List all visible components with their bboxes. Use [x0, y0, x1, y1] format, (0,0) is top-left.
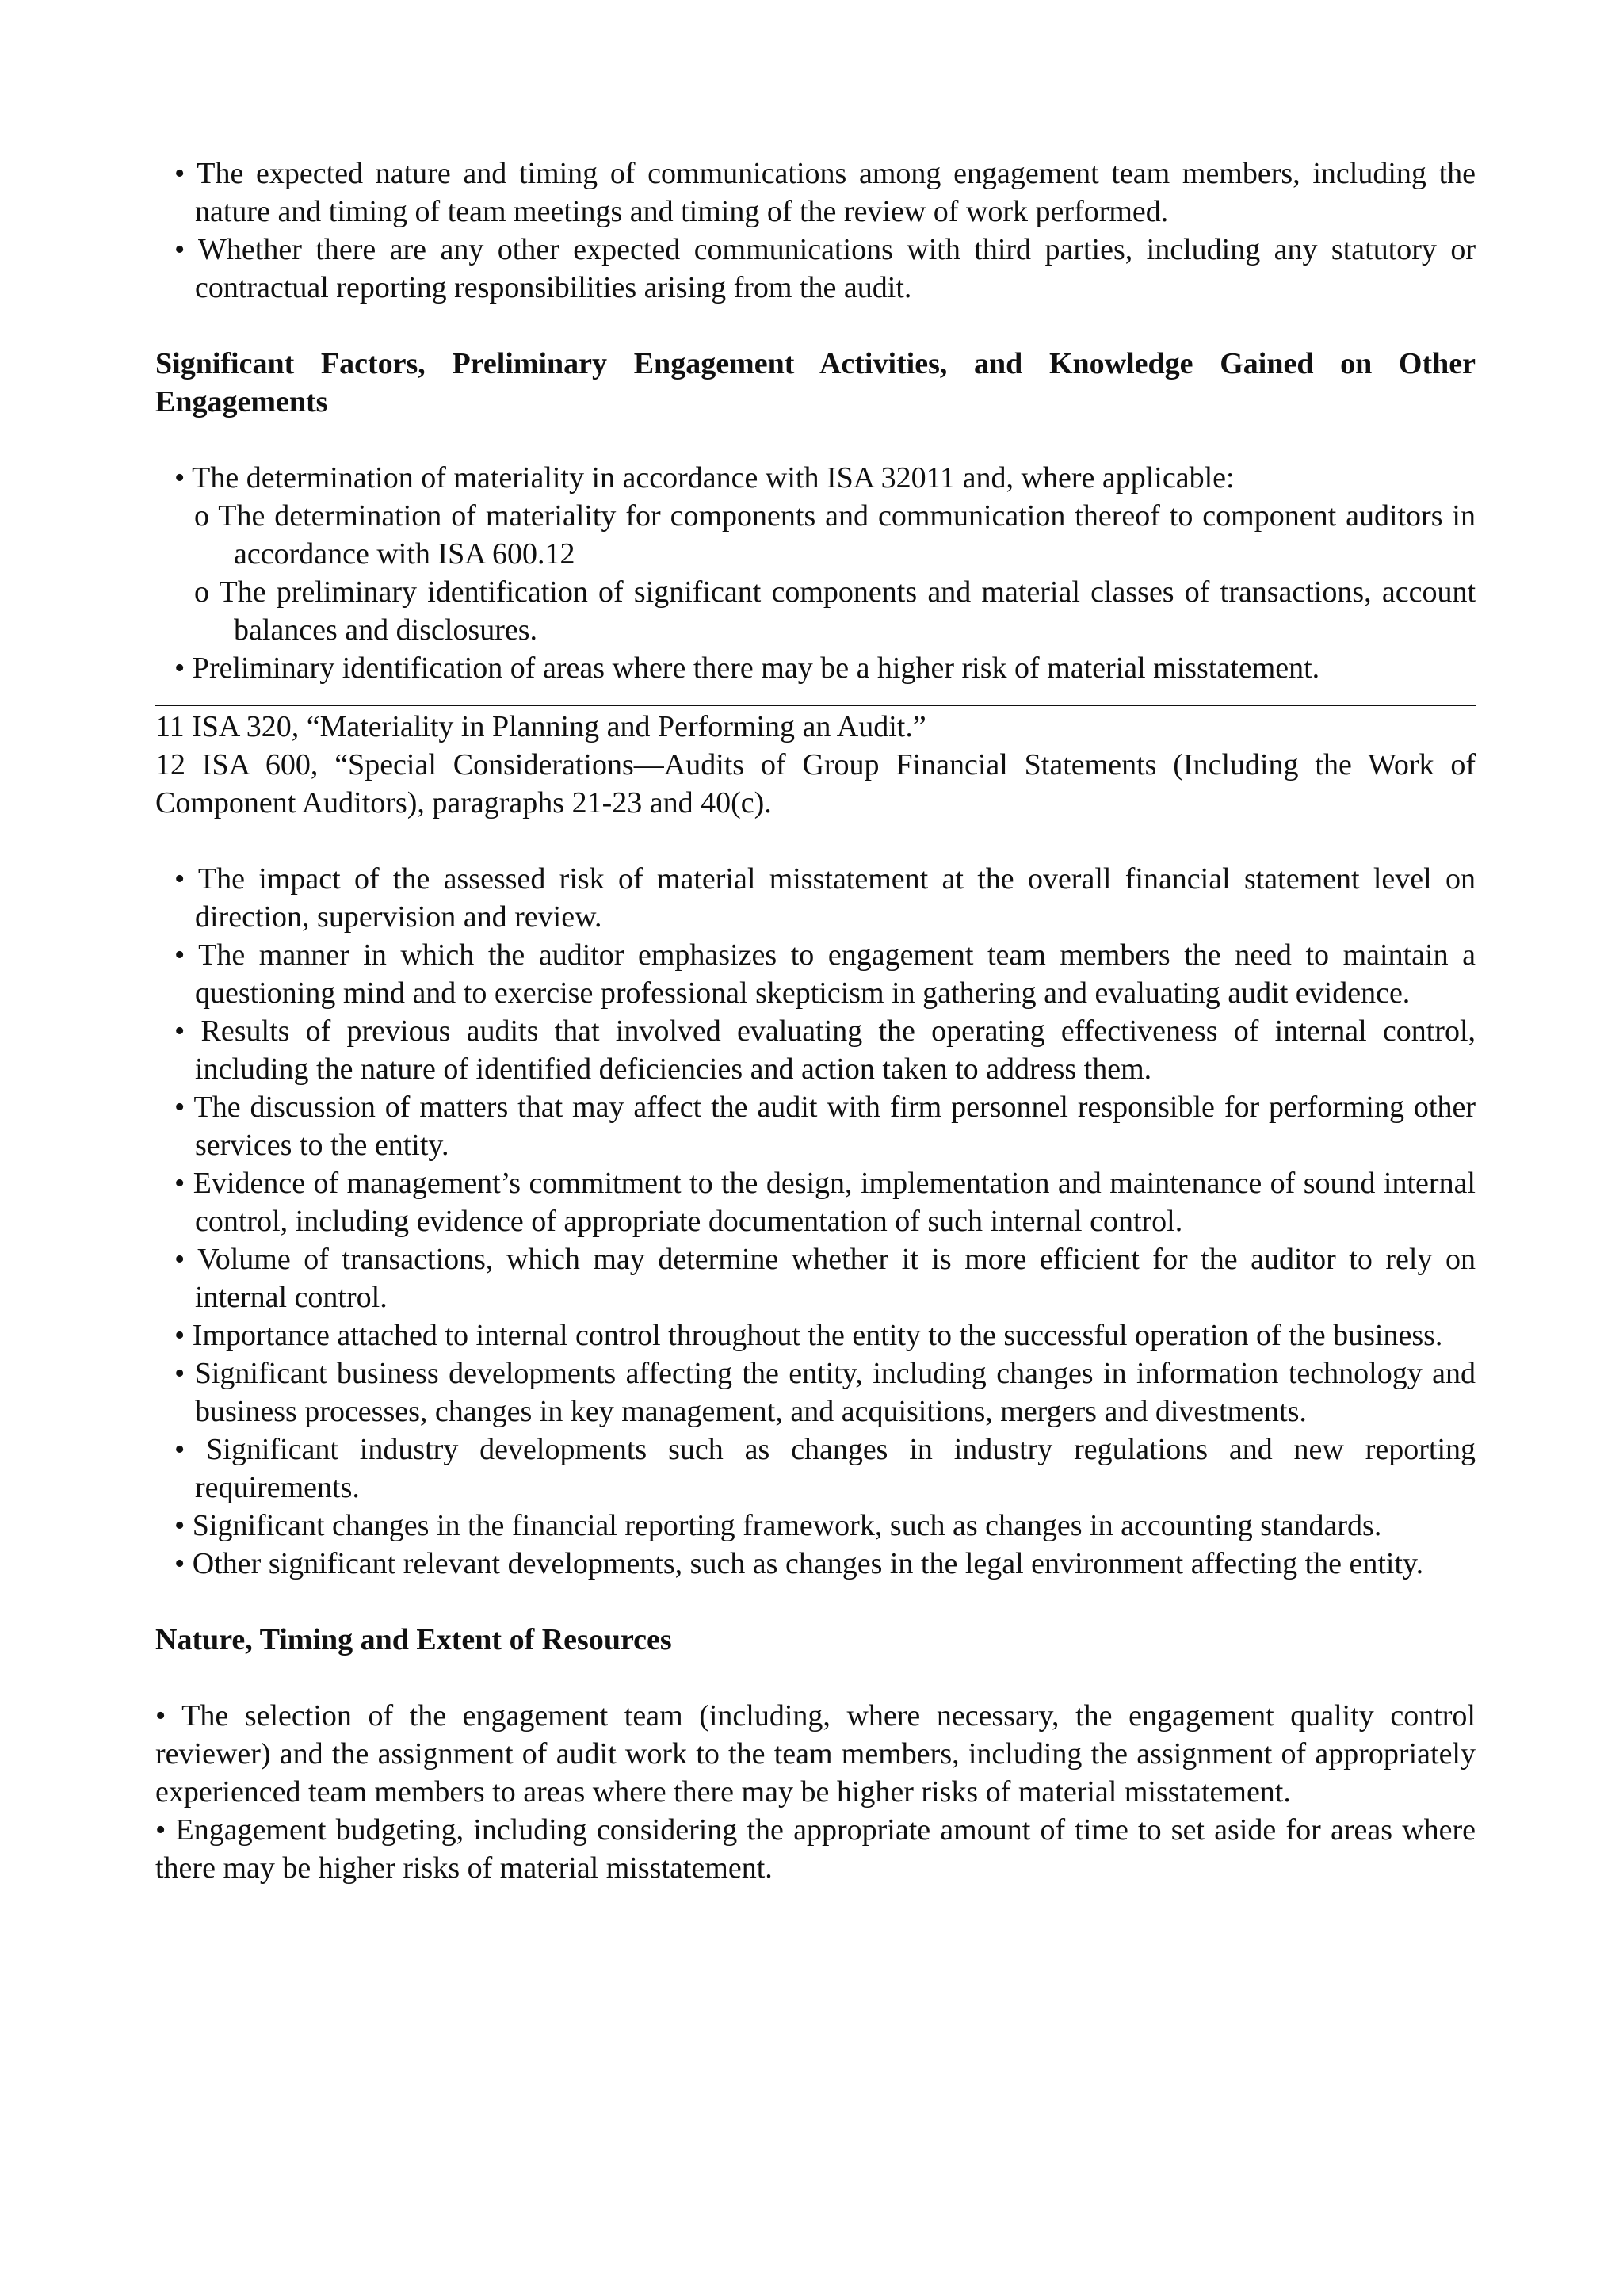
bullet-transaction-volume: • Volume of transactions, which may determine whether it is more efficient for the auditor to rely on internal control. [174, 1243, 1476, 1314]
document-page [155, 155, 1476, 1887]
bullet-internal-control-importance: • Importance attached to internal control throughout the entity to the successful operation of the business. [174, 1319, 1443, 1352]
bullet-firm-personnel: • The discussion of matters that may affect the audit with firm personnel responsible for performing other services to the entity. [174, 1091, 1476, 1162]
footnote-divider [155, 705, 1476, 706]
section-heading-resources: Nature, Timing and Extent of Resources [155, 1623, 672, 1656]
paragraph-team-selection: • The selection of the engagement team (including, where necessary, the engagement quality control reviewer) and the assignment of audit work to the team members, including the assignment of appropriately experienced team members to areas where there may be higher risks of material misstatement. [155, 1699, 1476, 1809]
footnote-11: 11 ISA 320, “Materiality in Planning and Performing an Audit.” [155, 710, 926, 743]
bullet-team-communications: • The expected nature and timing of communications among engagement team members, including the nature and timing of team meetings and timing of the review of work performed. [174, 157, 1476, 228]
resources-list [155, 1697, 1476, 1887]
bullet-reporting-framework: • Significant changes in the financial reporting framework, such as changes in accounting standards. [174, 1509, 1382, 1542]
paragraph-budgeting: • Engagement budgeting, including considering the appropriate amount of time to set aside for areas where there may be higher risks of material misstatement. [155, 1813, 1476, 1885]
communications-list [155, 155, 1476, 307]
bullet-business-developments: • Significant business developments affecting the entity, including changes in information technology and business processes, changes in key management, and acquisitions, mergers and divestments. [174, 1357, 1476, 1428]
bullet-management-commitment: • Evidence of management’s commitment to the design, implementation and maintenance of sound internal control, including evidence of appropriate documentation of such internal control. [174, 1167, 1476, 1238]
materiality-list [155, 459, 1476, 687]
bullet-previous-audits: • Results of previous audits that involved evaluating the operating effectiveness of internal control, including the nature of identified deficiencies and action taken to address them. [174, 1014, 1476, 1086]
factors-list [155, 860, 1476, 1583]
bullet-professional-skepticism: • The manner in which the auditor emphasizes to engagement team members the need to maintain a questioning mind and to exercise professional skepticism in gathering and evaluating audit evidence. [174, 938, 1476, 1010]
bullet-other-developments: • Other significant relevant developments, such as changes in the legal environment affecting the entity. [174, 1547, 1424, 1580]
footnotes [155, 708, 1476, 822]
bullet-industry-developments: • Significant industry developments such as changes in industry regulations and new reporting requirements. [174, 1433, 1476, 1504]
sub-bullet-significant-components: o The preliminary identification of significant components and material classes of transactions, account balances and disclosures. [194, 575, 1476, 647]
bullet-materiality: • The determination of materiality in accordance with ISA 32011 and, where applicable: [174, 461, 1235, 495]
footnote-12: 12 ISA 600, “Special Considerations—Audits of Group Financial Statements (Including the Work of Component Auditors), paragraphs 21-23 and 40(c). [155, 748, 1476, 819]
bullet-third-party-communications: • Whether there are any other expected communications with third parties, including any statutory or contractual reporting responsibilities arising from the audit. [174, 233, 1476, 304]
section-heading-significant-factors: Significant Factors, Preliminary Engagement Activities, and Knowledge Gained on Other Engagements [155, 347, 1476, 418]
bullet-higher-risk-areas: • Preliminary identification of areas where there may be a higher risk of material misstatement. [174, 651, 1320, 685]
sub-bullet-component-materiality: o The determination of materiality for components and communication thereof to component auditors in accordance with ISA 600.12 [194, 499, 1476, 571]
bullet-assessed-risk-impact: • The impact of the assessed risk of material misstatement at the overall financial statement level on direction, supervision and review. [174, 862, 1476, 934]
